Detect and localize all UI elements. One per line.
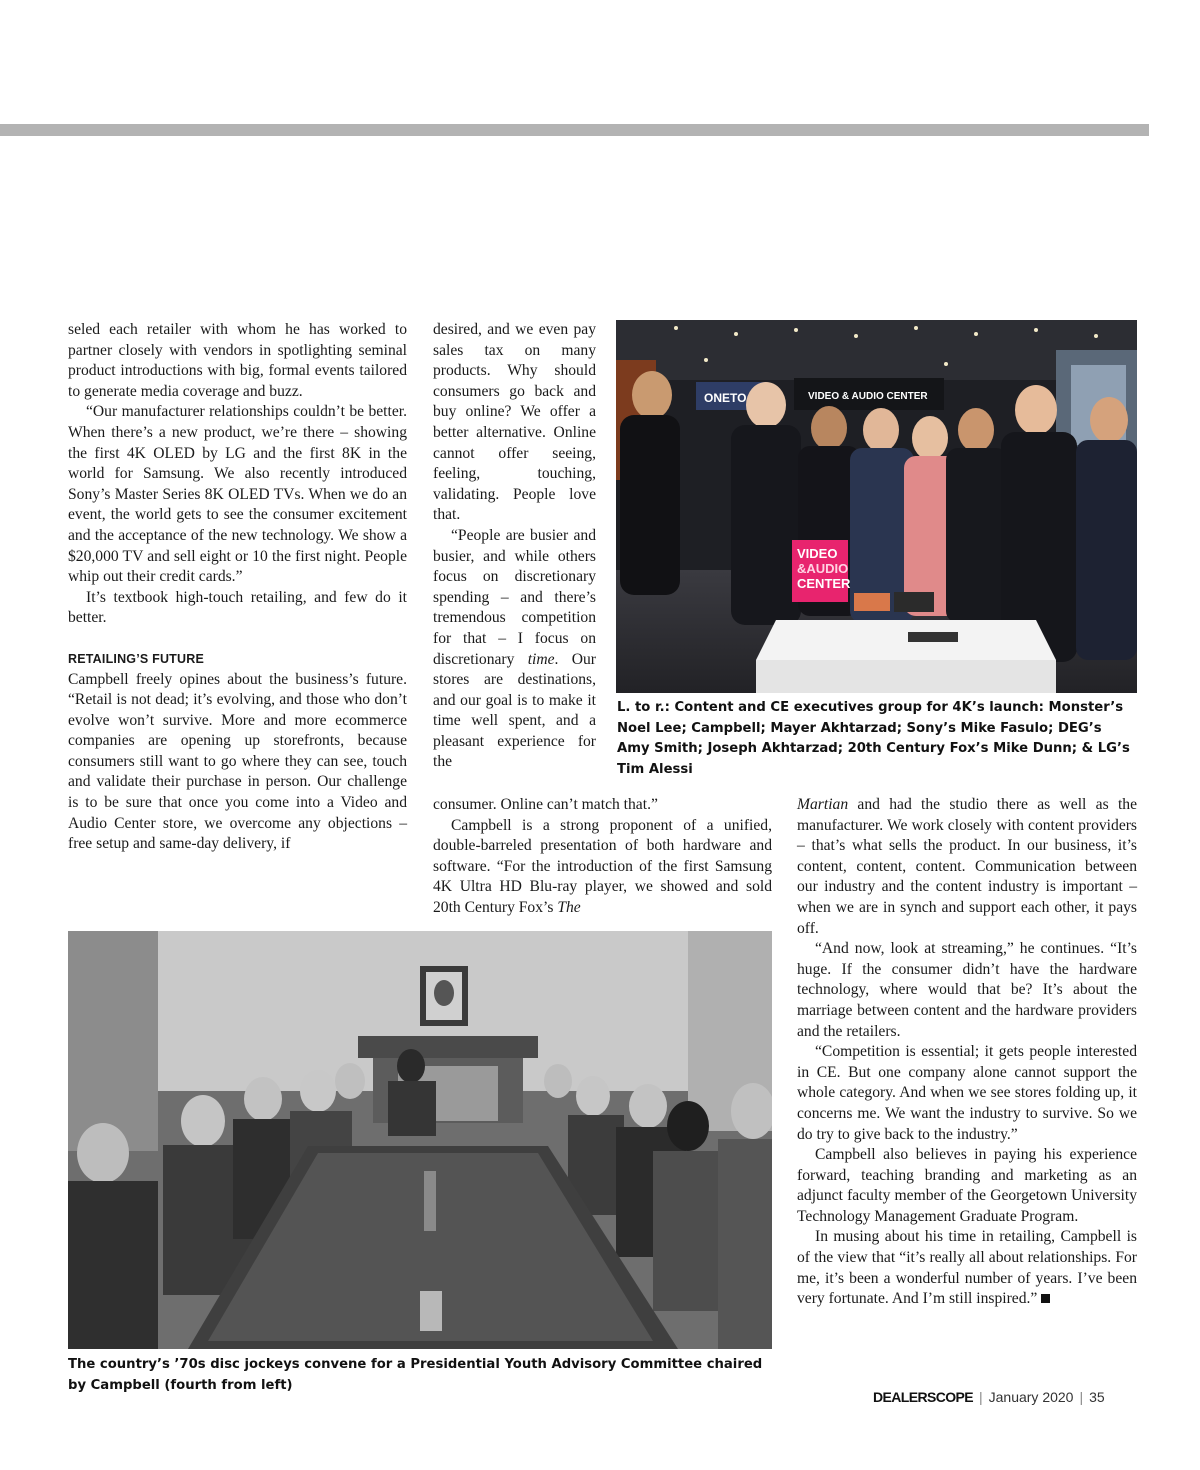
paragraph: “And now, look at streaming,” he continues. “It’s huge. If the consumer didn’t have the hardware technology, where would that be? It’s about the marriage between content and the hardware providers and the retailers. xyxy=(797,940,1137,1040)
article-column-3 xyxy=(797,795,1137,1310)
end-mark xyxy=(1041,1294,1050,1303)
committee-photo-illustration xyxy=(68,931,772,1349)
footer-separator: | xyxy=(1079,1389,1084,1405)
paragraph: “Competition is essential; it gets people interested in CE. But one company alone cannot support the whole category. And when we see stores folding up, it concerns me. We want the industry to survive. So we do try to give back to the industry.” xyxy=(797,1043,1137,1143)
page-footer xyxy=(873,1389,1105,1411)
article-column-2-top xyxy=(433,320,596,773)
paragraph: Martian and had the studio there as well as the manufacturer. We work closely with content providers – that’s what sells the product. In our business, it’s content, content, content. Communication between our industry and the content industry is important – when we are in synch and support each other, it pays off. xyxy=(797,796,1137,937)
paragraph: seled each retailer with whom he has worked to partner closely with vendors in spotlighting seminal product introductions with big, formal events tailored to generate media coverage and buzz. xyxy=(68,321,407,400)
svg-text:VIDEO: VIDEO xyxy=(797,546,838,561)
issue-date: January 2020 xyxy=(988,1389,1074,1405)
paragraph: Campbell freely opines about the business’s future. “Retail is not dead; it’s evolving, and those who don’t evolve won’t survive. More and more ecommerce companies are opening up storefronts, because consumers still want to go where they can see, touch and validate their purchase in person. Our challenge is to be sure that once you come into a Video and Audio Center store, we overcome any objections – free setup and same-day delivery, if xyxy=(68,670,407,853)
magazine-name: DEALERSCOPE xyxy=(873,1389,973,1405)
paragraph: Campbell also believes in paying his experience forward, teaching branding and marketing as an adjunct faculty member of the Georgetown University Technology Management Graduate Program. xyxy=(797,1146,1137,1225)
committee-photo xyxy=(68,931,772,1349)
svg-text:&AUDIO: &AUDIO xyxy=(797,561,849,576)
store-sign: VIDEO & AUDIO CENTER xyxy=(808,391,928,402)
article-column-1 xyxy=(68,320,407,855)
page-number: 35 xyxy=(1089,1389,1105,1405)
top-rule xyxy=(0,124,1149,136)
photo-caption: The country’s ’70s disc jockeys convene for a Presidential Youth Advisory Committee chaired by Campbell (fourth from left) xyxy=(68,1357,763,1393)
footer-separator: | xyxy=(978,1389,983,1405)
section-heading: RETAILING’S FUTURE xyxy=(68,651,205,666)
paragraph: In musing about his time in retailing, Campbell is of the view that “it’s really all about relationships. For me, it’s been a wonderful number of years. I’ve been very fortunate. And I’m still inspired.” xyxy=(797,1228,1137,1308)
paragraph: “Our manufacturer relationships couldn’t be better. When there’s a new product, we’re there – showing the first 4K OLED by LG and the first 8K in the world for Samsung. We also recently introduced Sony’s Master Series 8K OLED TVs. When we do an event, the world gets to see the consumer excitement and the acceptance of the new technology. We show a $20,000 TV and sell eight or 10 the first night. People whip out their credit cards.” xyxy=(68,403,407,586)
executives-group-photo xyxy=(616,320,1137,693)
photo-caption: L. to r.: Content and CE executives group for 4K’s launch: Monster’s Noel Lee; Campbell; Mayer Akhtarzad; Sony’s Mike Fasulo; DEG’s Amy Smith; Joseph Akhtarzad; 20th Century Fox’s Mike Dunn; & LG’s Tim Alessi xyxy=(617,700,1130,777)
oneto-sign: ONETO xyxy=(704,391,747,405)
paragraph: Campbell is a strong proponent of a unified, double-barreled presentation of both hardware and software. “For the introduction of the first Samsung 4K Ultra HD Blu-ray player, we showed and sold 20th Century Fox’s The xyxy=(433,816,772,916)
executives-photo-illustration xyxy=(616,320,1137,693)
paragraph: “People are busier and busier, and while others focus on discretionary spending – and there’s tremendous competition for that – I focus on discretionary time. Our stores are destinations, and our goal is to make it time well spent, and a pleasant experience for the xyxy=(433,526,596,771)
paragraph: consumer. Online can’t match that.” xyxy=(433,796,658,813)
paragraph: It’s textbook high-touch retailing, and few do it better. xyxy=(68,588,407,627)
article-column-2-bottom xyxy=(433,795,772,919)
paragraph: desired, and we even pay sales tax on many products. Why should consumers go back and buy online? We offer a better alternative. Online cannot offer seeing, feeling, touching, validating. People love that. xyxy=(433,321,596,524)
svg-text:CENTER: CENTER xyxy=(797,576,851,591)
